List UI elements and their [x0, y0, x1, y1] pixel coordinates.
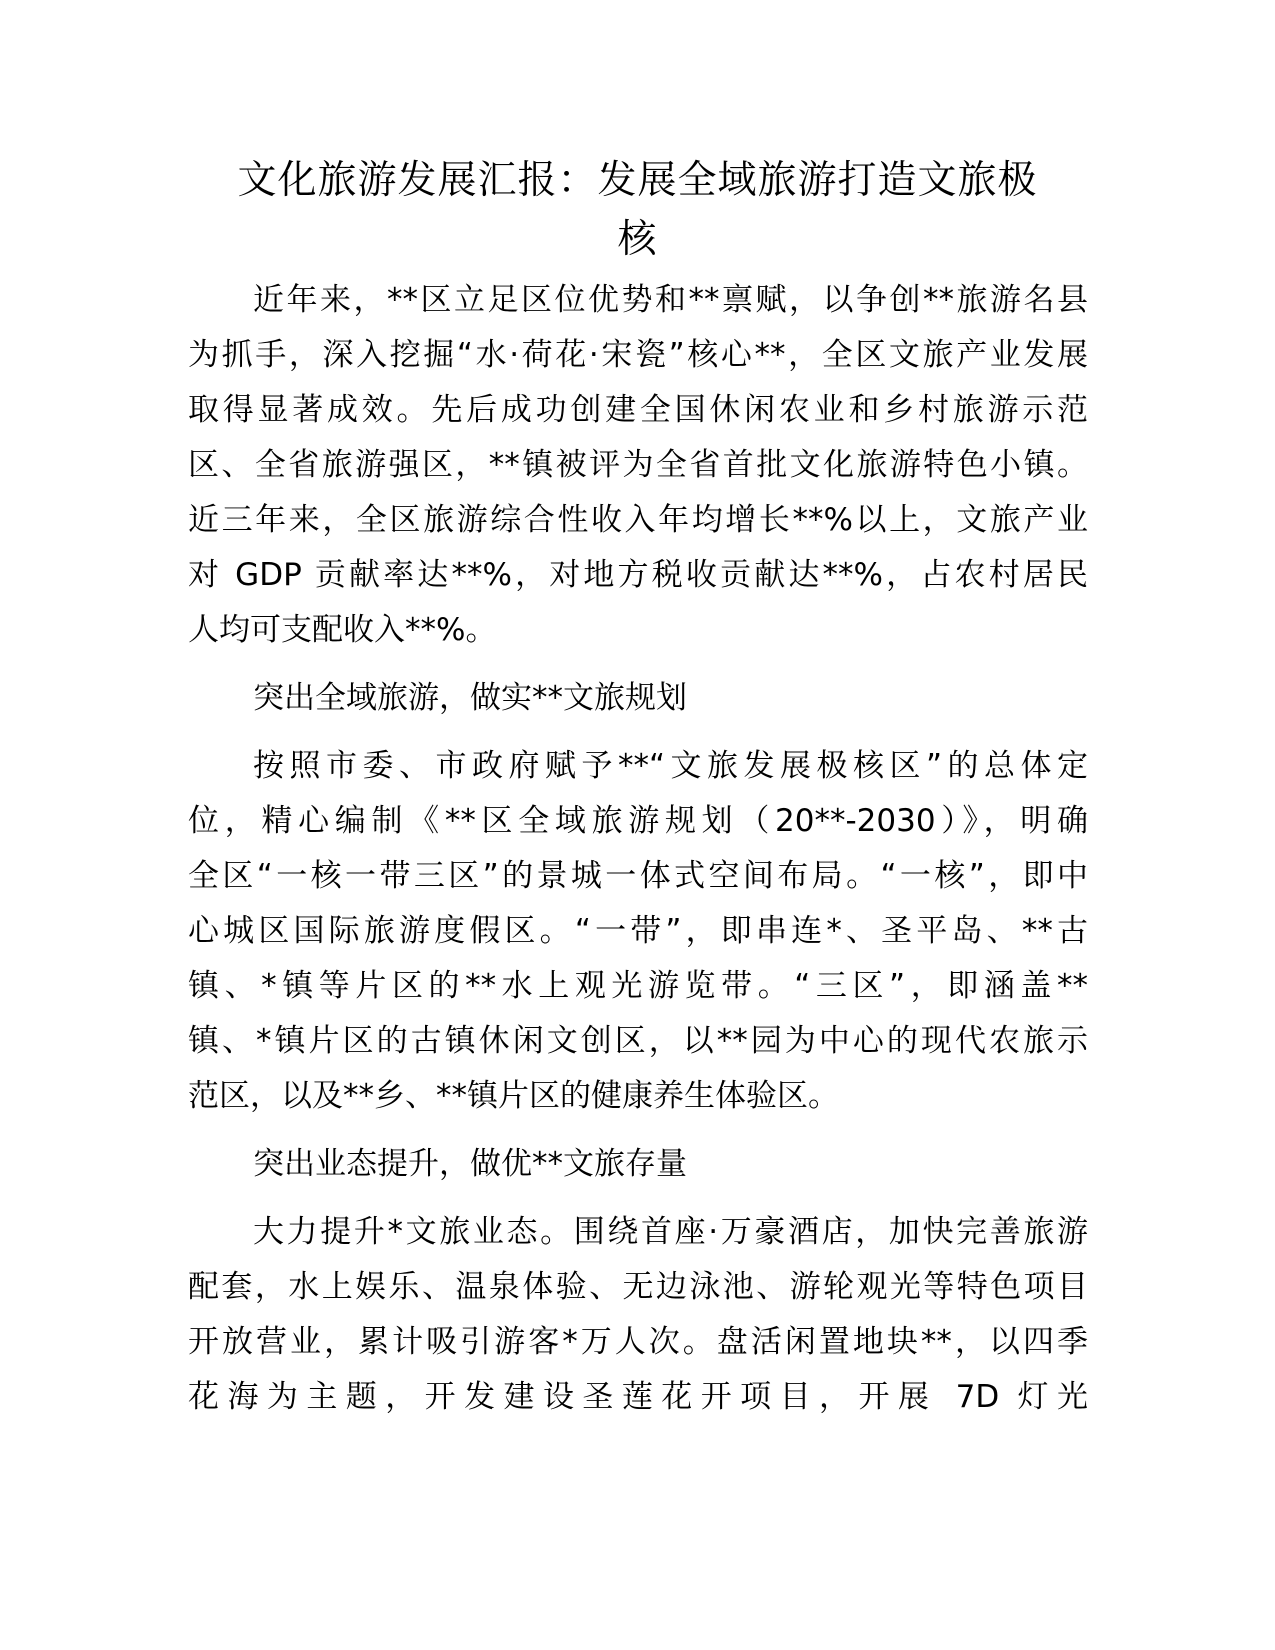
- document-title-line-1: 文化旅游发展汇报：发展全域旅游打造文旅极: [237, 158, 1038, 203]
- paragraph-3-line-4: 花海为主题，开发建设圣莲花开项目，开展 7D 灯光: [188, 1379, 1088, 1415]
- paragraph-3-line-1: 大力提升*文旅业态。围绕首座·万豪酒店，加快完善旅游: [253, 1214, 1088, 1250]
- paragraph-2-line-6: 镇、*镇片区的古镇休闲文创区，以**园为中心的现代农旅示: [188, 1023, 1088, 1059]
- paragraph-3-line-3: 开放营业，累计吸引游客*万人次。盘活闲置地块**，以四季: [188, 1324, 1088, 1360]
- paragraph-1-line-2: 为抓手，深入挖掘“水·荷花·宋瓷”核心**，全区文旅产业发展: [188, 337, 1088, 373]
- document-title-line-2: 核: [617, 217, 658, 262]
- paragraph-2-line-7: 范区，以及**乡、**镇片区的健康养生体验区。: [188, 1078, 839, 1114]
- paragraph-2-line-2: 位，精心编制《**区全域旅游规划（20**-2030）》，明确: [188, 803, 1088, 839]
- paragraph-2-line-4: 心城区国际旅游度假区。“一带”，即串连*、圣平岛、**古: [188, 913, 1088, 949]
- section-heading-1: 突出全域旅游，做实**文旅规划: [253, 680, 687, 716]
- paragraph-1-line-1: 近年来，**区立足区位优势和**禀赋，以争创**旅游名县: [253, 282, 1088, 318]
- section-heading-2: 突出业态提升，做优**文旅存量: [253, 1146, 687, 1182]
- paragraph-1-line-3: 取得显著成效。先后成功创建全国休闲农业和乡村旅游示范: [188, 392, 1088, 428]
- paragraph-3-line-2: 配套，水上娱乐、温泉体验、无边泳池、游轮观光等特色项目: [188, 1269, 1088, 1305]
- paragraph-2-line-3: 全区“一核一带三区”的景城一体式空间布局。“一核”，即中: [188, 858, 1088, 894]
- paragraph-1-line-6: 对 GDP 贡献率达**%，对地方税收贡献达**%，占农村居民: [188, 557, 1088, 593]
- paragraph-2-line-1: 按照市委、市政府赋予**“文旅发展极核区”的总体定: [253, 748, 1088, 784]
- paragraph-1-line-7: 人均可支配收入**%。: [188, 612, 497, 648]
- paragraph-1-line-4: 区、全省旅游强区，**镇被评为全省首批文化旅游特色小镇。: [188, 447, 1088, 483]
- paragraph-1-line-5: 近三年来，全区旅游综合性收入年均增长**%以上，文旅产业: [188, 502, 1088, 538]
- paragraph-2-line-5: 镇、*镇等片区的**水上观光游览带。“三区”，即涵盖**: [188, 968, 1088, 1004]
